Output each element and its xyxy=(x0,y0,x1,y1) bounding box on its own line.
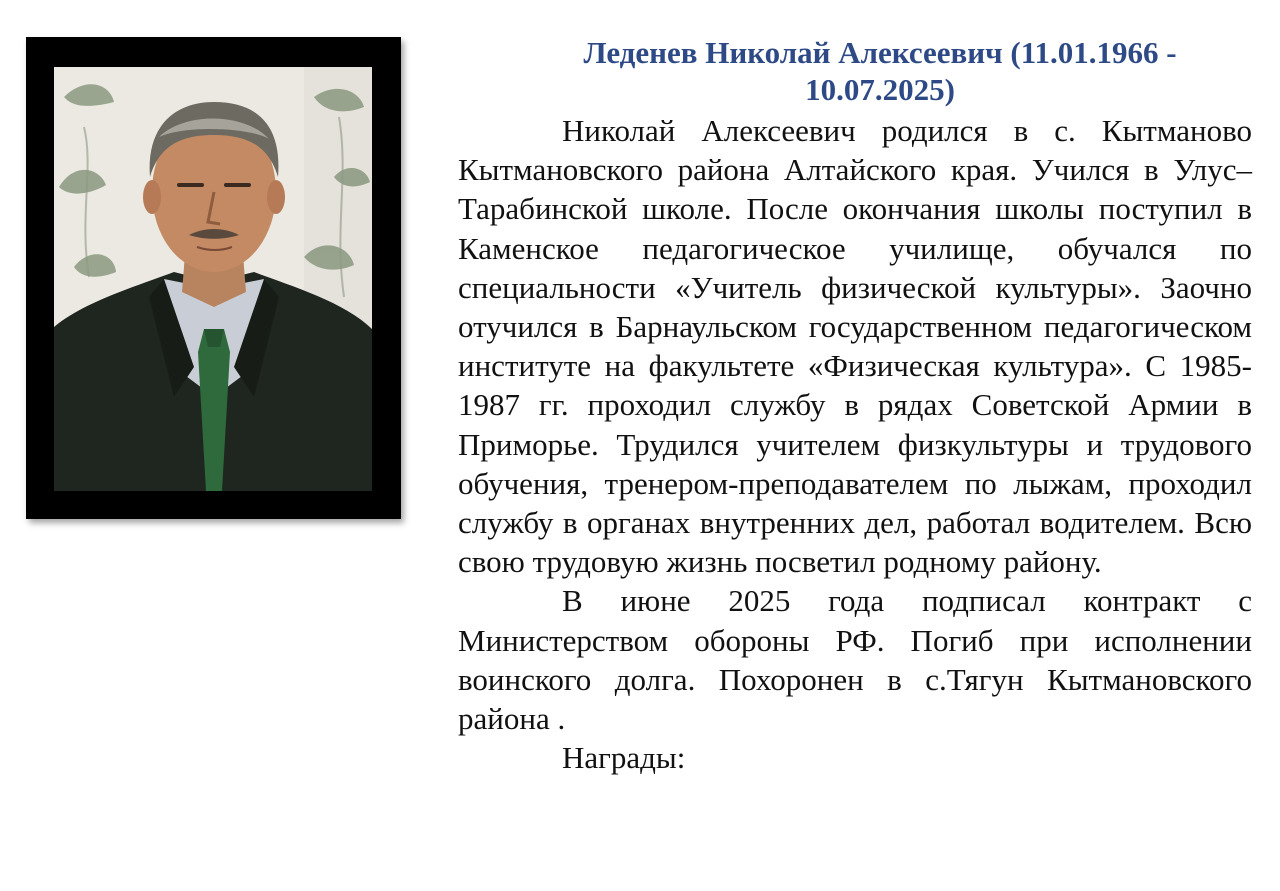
portrait-frame xyxy=(26,37,401,519)
portrait-photo xyxy=(54,67,372,491)
page-title: Леденев Николай Алексеевич (11.01.1966 - 10.07.2025) xyxy=(583,35,1177,107)
service-paragraph: В июне 2025 года подписал контракт с Министерством обороны РФ. Погиб при исполнении воинского долга. Похоронен в с.Тягун Кытмановского района . xyxy=(458,583,1252,737)
biography-text xyxy=(458,34,1252,777)
awards-label: Награды: xyxy=(562,740,686,776)
biography-paragraph: Николай Алексеевич родился в с. Кытманово Кытмановского района Алтайского края. Учился в Улус–Тарабинской школе. После окончания школы поступил в Каменское педагогическое училище, обучался по специальности «Учитель физической культуры». Заочно отучился в Барнаульском государственном педагогическом институте на факультете «Физическая культура». С 1985-1987 гг. проходил службу в рядах Советской Армии в Приморье. Трудился учителем физкультуры и трудового обучения, тренером-преподавателем по лыжам, проходил службу в органах внутренних дел, работал водителем. Всю свою трудовую жизнь посветил родному району. xyxy=(458,113,1252,580)
